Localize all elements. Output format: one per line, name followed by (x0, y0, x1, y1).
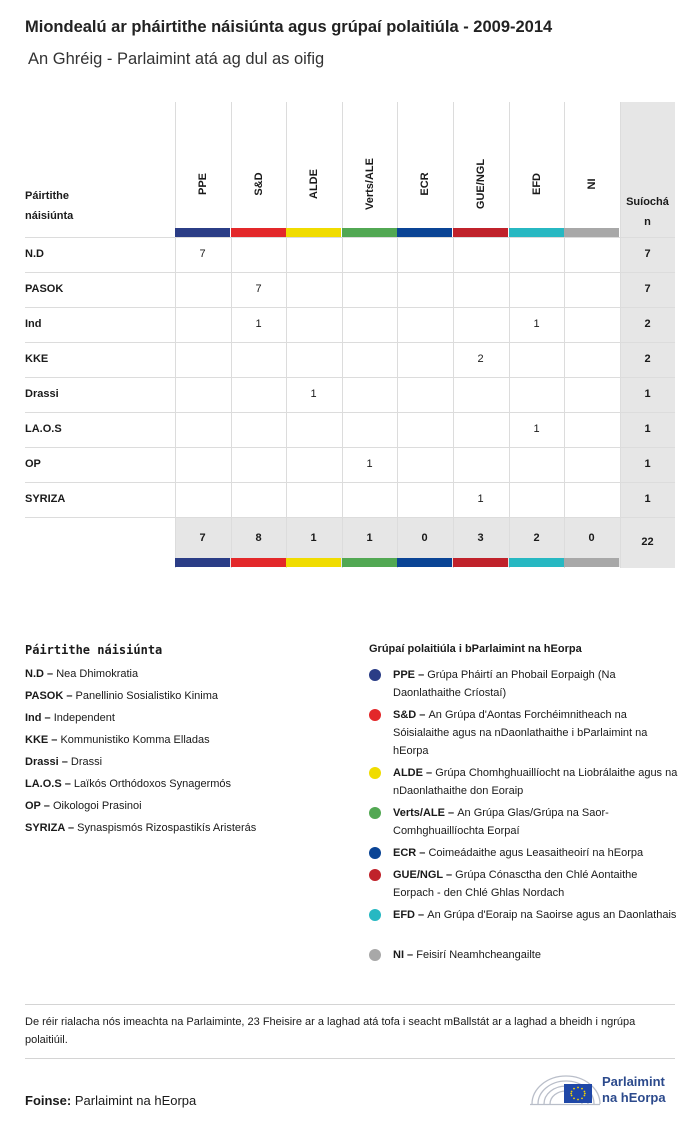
party-legend-item (25, 668, 138, 680)
group-color-bar (342, 228, 397, 237)
table-cell: 2 (477, 353, 484, 365)
row-divider (25, 307, 675, 308)
group-abbr: PPE (393, 669, 416, 681)
group-header-efd (509, 144, 564, 224)
group-name: An Grúpa d'Eoraip na Saoirse agus an Daonlathais (427, 909, 677, 921)
group-name: An Grúpa d'Aontas Forchéimnitheach na Sóisialaithe agus na nDaonlathaithe i bParlaimint na hEorpa (393, 709, 648, 757)
group-color-bar (397, 558, 452, 567)
separator: – (415, 669, 428, 681)
separator: – (48, 734, 61, 746)
group-color-bar (564, 558, 619, 567)
group-total: 8 (255, 532, 262, 544)
row-party-label: SYRIZA (25, 493, 66, 505)
group-color-bar (175, 558, 230, 567)
party-abbr: OP (25, 800, 41, 812)
row-party-label: PASOK (25, 283, 64, 295)
party-legend-item (25, 690, 218, 702)
separator: – (43, 668, 57, 680)
group-header-ppe (175, 144, 230, 224)
group-total: 0 (588, 532, 595, 544)
separator: – (422, 767, 436, 779)
row-total: 1 (644, 388, 651, 400)
row-divider (25, 237, 675, 238)
party-header-line-1: Páirtithe (25, 190, 70, 202)
group-color-bar (286, 228, 341, 237)
group-total: 1 (310, 532, 317, 544)
separator: – (40, 800, 53, 812)
group-code: S&D (252, 172, 265, 196)
group-header-ecr (397, 144, 452, 224)
page-title: Miondealú ar pháirtithe náisiúnta agus grúpaí polaitiúla - 2009-2014 (25, 18, 553, 36)
party-column-header (25, 186, 73, 226)
table-cell: 1 (310, 388, 317, 400)
row-divider (25, 272, 675, 273)
group-header-sd (231, 144, 286, 224)
group-name: Grúpa Pháirtí an Phobail Eorpaigh (Na Daonlathaithe Críostaí) (393, 669, 616, 699)
row-party-label: LA.O.S (25, 423, 62, 435)
separator: – (41, 712, 54, 724)
group-color-dot (369, 807, 381, 819)
group-abbr: ECR (393, 847, 417, 859)
group-color-bar (397, 228, 452, 237)
group-color-bar (175, 228, 230, 237)
row-total: 2 (644, 318, 651, 330)
group-code: PPE (196, 172, 209, 196)
group-legend-item (393, 946, 678, 964)
group-total: 0 (421, 532, 428, 544)
party-name: Drassi (70, 756, 103, 768)
table-cell: 1 (477, 493, 484, 505)
row-divider (25, 447, 675, 448)
party-name: Synaspismós Rizospastikís Aristerás (77, 822, 257, 834)
party-abbr: N.D (25, 668, 44, 680)
group-color-bar (231, 228, 286, 237)
logo-line-1: Parlaimint (602, 1074, 665, 1089)
group-legend-item (393, 764, 678, 800)
page-subtitle: An Ghréig - Parlaimint atá ag dul as oifig (28, 50, 325, 68)
group-abbr: Verts/ALE (393, 807, 445, 819)
group-code: EFD (530, 173, 543, 195)
separator: – (61, 778, 74, 790)
group-color-dot (369, 949, 381, 961)
seats-header-line-2: n (644, 216, 651, 228)
group-color-dot (369, 847, 381, 859)
group-header-ni (564, 144, 619, 224)
group-color-bar (509, 558, 564, 567)
party-abbr: PASOK (25, 690, 64, 702)
group-abbr: ALDE (393, 767, 423, 779)
source-line (25, 1093, 196, 1108)
row-party-label: KKE (25, 353, 49, 365)
separator: – (63, 690, 76, 702)
group-header-guengl (453, 144, 508, 224)
group-header-alde (286, 144, 341, 224)
party-legend-item (25, 822, 256, 834)
group-color-bar (286, 558, 341, 567)
party-name: Nea Dhimokratia (56, 668, 139, 680)
row-total: 7 (644, 283, 651, 295)
row-total: 7 (644, 248, 651, 260)
group-color-dot (369, 767, 381, 779)
group-total: 3 (477, 532, 484, 544)
group-legend-item (393, 666, 678, 702)
row-total: 1 (644, 458, 651, 470)
separator: – (444, 807, 458, 819)
party-legend-item (25, 734, 210, 746)
group-abbr: NI (393, 949, 404, 961)
party-legend-item (25, 800, 142, 812)
table-cell: 1 (366, 458, 373, 470)
group-name: Feisirí Neamhcheangailte (416, 949, 541, 961)
separator: – (442, 869, 456, 881)
row-divider (25, 412, 675, 413)
footnote: De réir rialacha nós imeachta na Parlaiminte, 23 Fheisire ar a laghad atá tofa i seacht mBallstát ar a laghad a bheidh i ngrúpa polaitiúil. (25, 1016, 636, 1046)
group-color-bar (509, 228, 564, 237)
seats-column-header (620, 192, 675, 232)
party-abbr: LA.O.S (25, 778, 62, 790)
group-legend-item (393, 906, 678, 924)
row-divider (25, 342, 675, 343)
divider (25, 1004, 675, 1005)
group-name: Grúpa Cónasctha den Chlé Aontaithe Eorpach - den Chlé Ghlas Nordach (393, 869, 638, 899)
separator: – (404, 949, 417, 961)
group-total: 1 (366, 532, 373, 544)
party-legend-title: Páirtithe náisiúnta (25, 643, 163, 657)
group-code: ALDE (307, 169, 320, 199)
parliament-logo-text (602, 1074, 666, 1106)
group-abbr: EFD (393, 909, 415, 921)
row-party-label: Drassi (25, 388, 59, 400)
group-code: Verts/ALE (363, 158, 376, 210)
group-abbr: S&D (393, 709, 417, 721)
table-cell: 1 (533, 423, 540, 435)
source-value: Parlaimint na hEorpa (74, 1093, 197, 1108)
table-cell: 1 (255, 318, 262, 330)
group-name: Coimeádaithe agus Leasaitheoirí na hEorpa (428, 847, 644, 859)
logo-line-2: na hEorpa (602, 1090, 666, 1105)
row-party-label: Ind (25, 318, 42, 330)
party-abbr: SYRIZA (25, 822, 65, 834)
grand-total: 22 (641, 536, 654, 548)
party-abbr: KKE (25, 734, 49, 746)
party-legend-item (25, 712, 115, 724)
group-color-dot (369, 709, 381, 721)
table-cell: 7 (255, 283, 262, 295)
row-total: 2 (644, 353, 651, 365)
group-total: 2 (533, 532, 540, 544)
group-color-dot (369, 669, 381, 681)
group-name: Grúpa Chomhghuaillíocht na Liobrálaithe agus na nDaonlathaithe don Eoraip (393, 767, 678, 797)
row-divider (25, 482, 675, 483)
group-code: ECR (418, 172, 431, 196)
group-legend-item (393, 706, 678, 760)
table-cell: 7 (199, 248, 206, 260)
party-name: Laïkós Orthódoxos Synagermós (73, 778, 232, 790)
party-header-line-2: náisiúnta (25, 210, 74, 222)
group-color-bar (231, 558, 286, 567)
separator: – (64, 822, 78, 834)
group-color-dot (369, 869, 381, 881)
party-name: Kommunistiko Komma Elladas (60, 734, 210, 746)
group-abbr: GUE/NGL (393, 869, 443, 881)
group-color-dot (369, 909, 381, 921)
row-divider (25, 517, 675, 518)
party-abbr: Drassi (25, 756, 59, 768)
group-legend-title: Grúpaí polaitiúla i bParlaimint na hEorpa (369, 643, 582, 655)
separator: – (416, 709, 429, 721)
party-name: Oikologoi Prasinoi (52, 800, 142, 812)
group-legend-item (393, 866, 678, 902)
seats-header-line-1: Suíochá (626, 196, 669, 208)
row-total: 1 (644, 423, 651, 435)
seat-breakdown-table (25, 102, 675, 570)
group-legend-item (393, 804, 678, 840)
party-name: Panellinio Sosialistiko Kinima (75, 690, 219, 702)
table-cell: 1 (533, 318, 540, 330)
group-color-bar (453, 228, 508, 237)
separator: – (58, 756, 71, 768)
group-color-bar (453, 558, 508, 567)
group-legend-item (393, 844, 678, 862)
source-label: Foinse: (25, 1093, 72, 1108)
group-total: 7 (199, 532, 206, 544)
group-code: GUE/NGL (474, 158, 487, 210)
row-divider (25, 377, 675, 378)
row-total: 1 (644, 493, 651, 505)
group-code: NI (585, 178, 598, 190)
party-legend-item (25, 778, 231, 790)
group-color-bar (564, 228, 619, 237)
party-legend-item (25, 756, 102, 768)
row-party-label: N.D (25, 248, 44, 260)
separator: – (416, 847, 429, 859)
group-color-bar (342, 558, 397, 567)
row-party-label: OP (25, 458, 41, 470)
party-name: Independent (53, 712, 115, 724)
divider (25, 1058, 675, 1059)
separator: – (415, 909, 428, 921)
party-abbr: Ind (25, 712, 42, 724)
group-name: An Grúpa Glas/Grúpa na Saor-Comhghuaillíochta Eorpaí (393, 807, 609, 837)
group-header-vertsale (342, 144, 397, 224)
